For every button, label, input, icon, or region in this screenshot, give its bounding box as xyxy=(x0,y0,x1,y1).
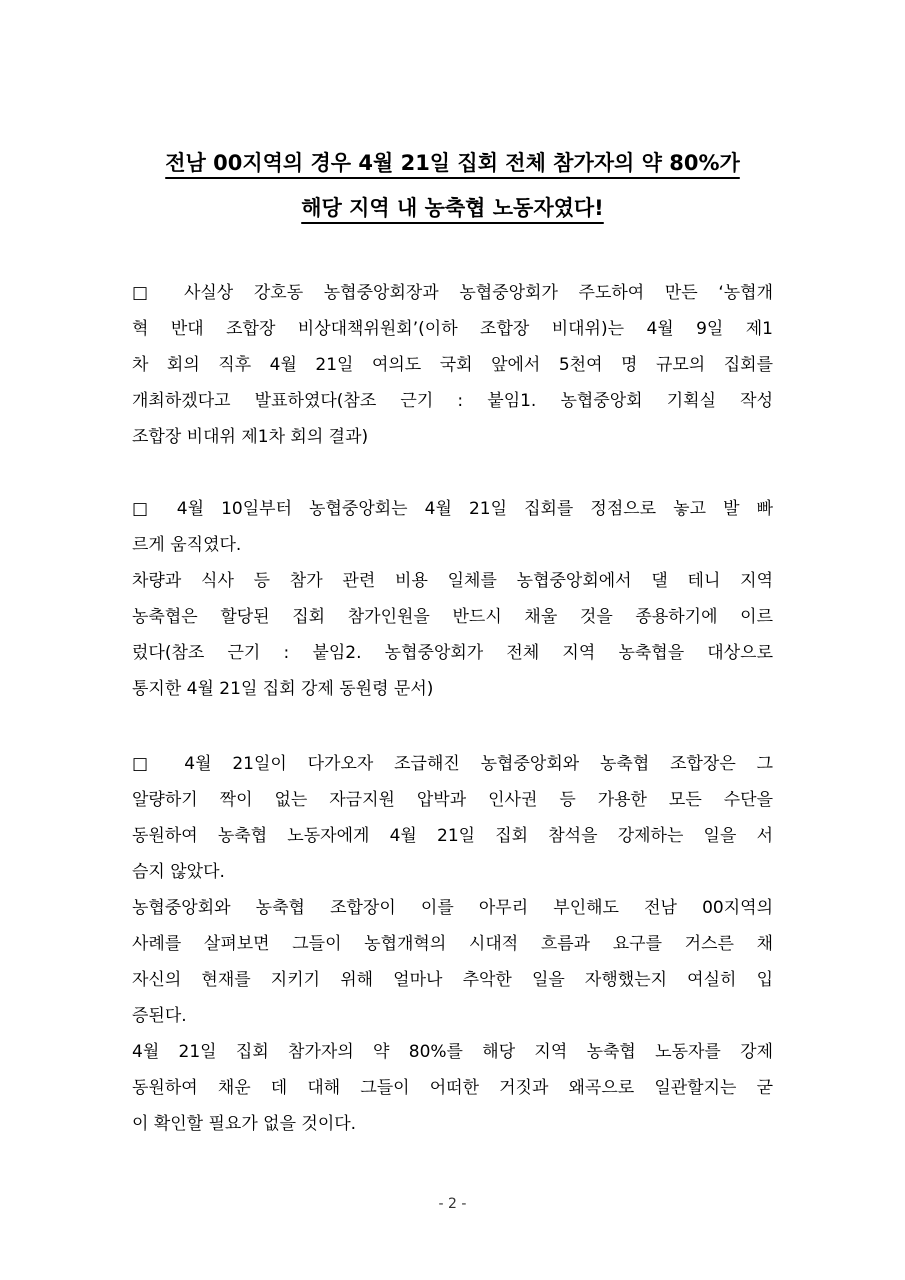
headline-line-2: 해당 지역 내 농축협 노동자였다! xyxy=(301,196,604,220)
text-line: 이 확인할 필요가 없을 것이다. xyxy=(132,1114,357,1134)
section-2-paragraph xyxy=(132,491,773,707)
text-line: 슴지 않았다. xyxy=(132,862,225,882)
text-line: □ 사실상 강호동 농협중앙회장과 농협중앙회가 주도하여 만든 ‘농협개 xyxy=(132,283,773,303)
text-line: 사례를 살펴보면 그들이 농협개혁의 시대적 흐름과 요구를 거스른 채 xyxy=(132,934,773,954)
text-line: □ 4월 10일부터 농협중앙회는 4월 21일 집회를 정점으로 놓고 발 빠 xyxy=(132,499,773,519)
text-line: 개최하겠다고 발표하였다(참조 근기 : 붙임1. 농협중앙회 기획실 작성 xyxy=(132,391,773,411)
text-line: 농협중앙회와 농축협 조합장이 이를 아무리 부인해도 전남 00지역의 xyxy=(132,898,773,918)
text-line: □ 4월 21일이 다가오자 조급해진 농협중앙회와 농축협 조합장은 그 xyxy=(132,754,773,774)
text-line: 알량하기 짝이 없는 자금지원 압박과 인사권 등 가용한 모든 수단을 xyxy=(132,790,773,810)
text-line: 혁 반대 조합장 비상대책위원회’(이하 조합장 비대위)는 4월 9일 제1 xyxy=(132,319,773,339)
section-1-paragraph xyxy=(132,275,773,455)
text-line: 르게 움직였다. xyxy=(132,535,242,555)
text-line: 동원하여 농축협 노동자에게 4월 21일 집회 참석을 강제하는 일을 서 xyxy=(132,826,773,846)
text-line: 렀다(참조 근기 : 붙임2. 농협중앙회가 전체 지역 농축협을 대상으로 xyxy=(132,643,773,663)
text-line: 통지한 4월 21일 집회 강제 동원령 문서) xyxy=(132,679,434,699)
text-line: 차 회의 직후 4월 21일 여의도 국회 앞에서 5천여 명 규모의 집회를 xyxy=(132,355,773,375)
text-line: 조합장 비대위 제1차 회의 결과) xyxy=(132,427,369,447)
section-3-paragraph xyxy=(132,746,773,1142)
text-line: 증된다. xyxy=(132,1006,187,1026)
headline-line-1: 전남 00지역의 경우 4월 21일 집회 전체 참가자의 약 80%가 xyxy=(165,151,740,175)
text-line: 자신의 현재를 지키기 위해 얼마나 추악한 일을 자행했는지 여실히 입 xyxy=(132,970,773,990)
text-line: 동원하여 채운 데 대해 그들이 어떠한 거짓과 왜곡으로 일관할지는 굳 xyxy=(132,1078,773,1098)
page-number: - 2 - xyxy=(438,1196,467,1212)
text-line: 차량과 식사 등 참가 관련 비용 일체를 농협중앙회에서 댈 테니 지역 xyxy=(132,571,773,591)
text-line: 농축협은 할당된 집회 참가인원을 반드시 채울 것을 종용하기에 이르 xyxy=(132,607,773,627)
text-line: 4월 21일 집회 참가자의 약 80%를 해당 지역 농축협 노동자를 강제 xyxy=(132,1042,773,1062)
